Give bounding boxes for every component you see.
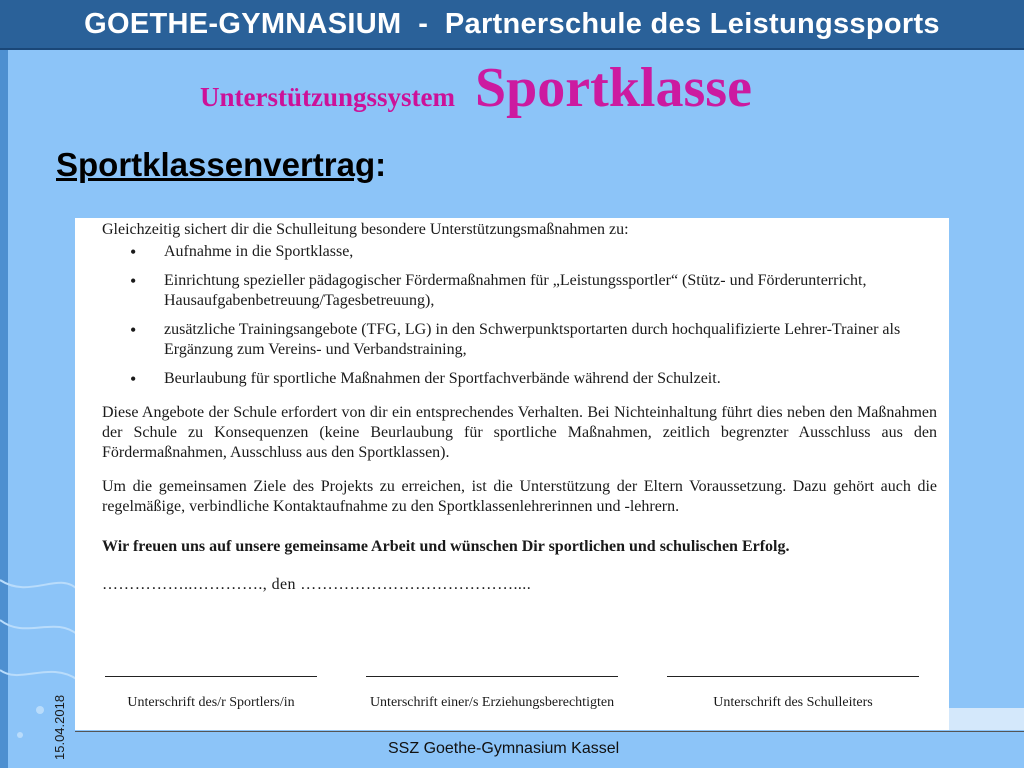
- section-heading: [56, 146, 386, 184]
- support-measures-list: [102, 242, 937, 389]
- bullet-icon: •: [130, 271, 137, 291]
- signature-line: [366, 676, 618, 677]
- header-bar: [0, 0, 1024, 50]
- list-item: [102, 320, 937, 360]
- paragraph-consequences: Diese Angebote der Schule erfordert von dir ein entsprechendes Verhalten. Bei Nichteinhaltung führt dies neben den Maßnahmen der Schule zu Konsequenzen (keine Beurlaubung für sportliche Maßnahmen, zeitlich begrenzter Ausschluss aus den Fördermaßnahmen, Ausschluss aus den Sportklassen).: [102, 404, 937, 461]
- signature-label: Unterschrift des Schulleiters: [713, 695, 873, 710]
- list-item-text: Einrichtung spezieller pädagogischer Fördermaßnahmen für „Leistungssportler“ (Stütz- und Förderunterricht, Hausaufgabenbetreuung/Tagesbetreuung),: [164, 272, 867, 309]
- document-intro: Gleichzeitig sichert dir die Schulleitung besondere Unterstützungsmaßnahmen zu:: [102, 221, 629, 238]
- signature-guardian: [366, 676, 618, 713]
- signature-line: [105, 676, 317, 677]
- signature-label: Unterschrift des/r Sportlers/in: [127, 695, 295, 710]
- paragraph-parents: Um die gemeinsamen Ziele des Projekts zu erreichen, ist die Unterstützung der Eltern Voraussetzung. Dazu gehört auch die regelmäßige, verbindliche Kontaktaufnahme zu den Sportklassenlehrerinnen und -lehrern.: [102, 478, 937, 515]
- subtitle-small-text: Unterstützungssystem: [200, 82, 455, 112]
- signature-label: Unterschrift einer/s Erziehungsberechtigten: [369, 695, 615, 710]
- bullet-icon: •: [130, 242, 137, 262]
- footer-text: SSZ Goethe-Gymnasium Kassel: [388, 740, 620, 757]
- subtitle-big-text: Sportklasse: [474, 57, 752, 119]
- section-heading-colon: :: [375, 146, 387, 183]
- contract-document-scan: [75, 218, 949, 730]
- signature-line: [667, 676, 919, 677]
- footer-divider: [75, 731, 1024, 732]
- decorative-swirl-graphic: [0, 560, 80, 768]
- list-item: [102, 271, 937, 311]
- list-item-text: Aufnahme in die Sportklasse,: [164, 243, 354, 260]
- list-item: [102, 369, 937, 389]
- place-date-line: ……………..…………., den …………………………………....: [102, 576, 532, 593]
- slide-subtitle: [200, 56, 752, 126]
- closing-statement: Wir freuen uns auf unsere gemeinsame Arbeit und wünschen Dir sportlichen und schulischen Erfolg.: [102, 538, 790, 555]
- bullet-icon: •: [130, 369, 137, 389]
- bullet-icon: •: [130, 320, 137, 340]
- list-item: [102, 242, 937, 262]
- list-item-text: Beurlaubung für sportliche Maßnahmen der Sportfachverbände während der Schulzeit.: [164, 370, 721, 387]
- footer-accent-box: [949, 708, 1024, 730]
- signature-row: [105, 676, 919, 713]
- section-heading-text: Sportklassenvertrag: [56, 146, 376, 183]
- list-item-text: zusätzliche Trainingsangebote (TFG, LG) in den Schwerpunktsportarten durch hochqualifizierte Lehrer-Trainer als Ergänzung zum Vereins- und Verbandstraining,: [164, 321, 901, 358]
- signature-athlete: [105, 676, 317, 713]
- signature-principal: [667, 676, 919, 713]
- header-title: GOETHE-GYMNASIUM - Partnerschule des Leistungssports: [84, 7, 940, 40]
- slide-date: 15.04.2018: [52, 694, 67, 760]
